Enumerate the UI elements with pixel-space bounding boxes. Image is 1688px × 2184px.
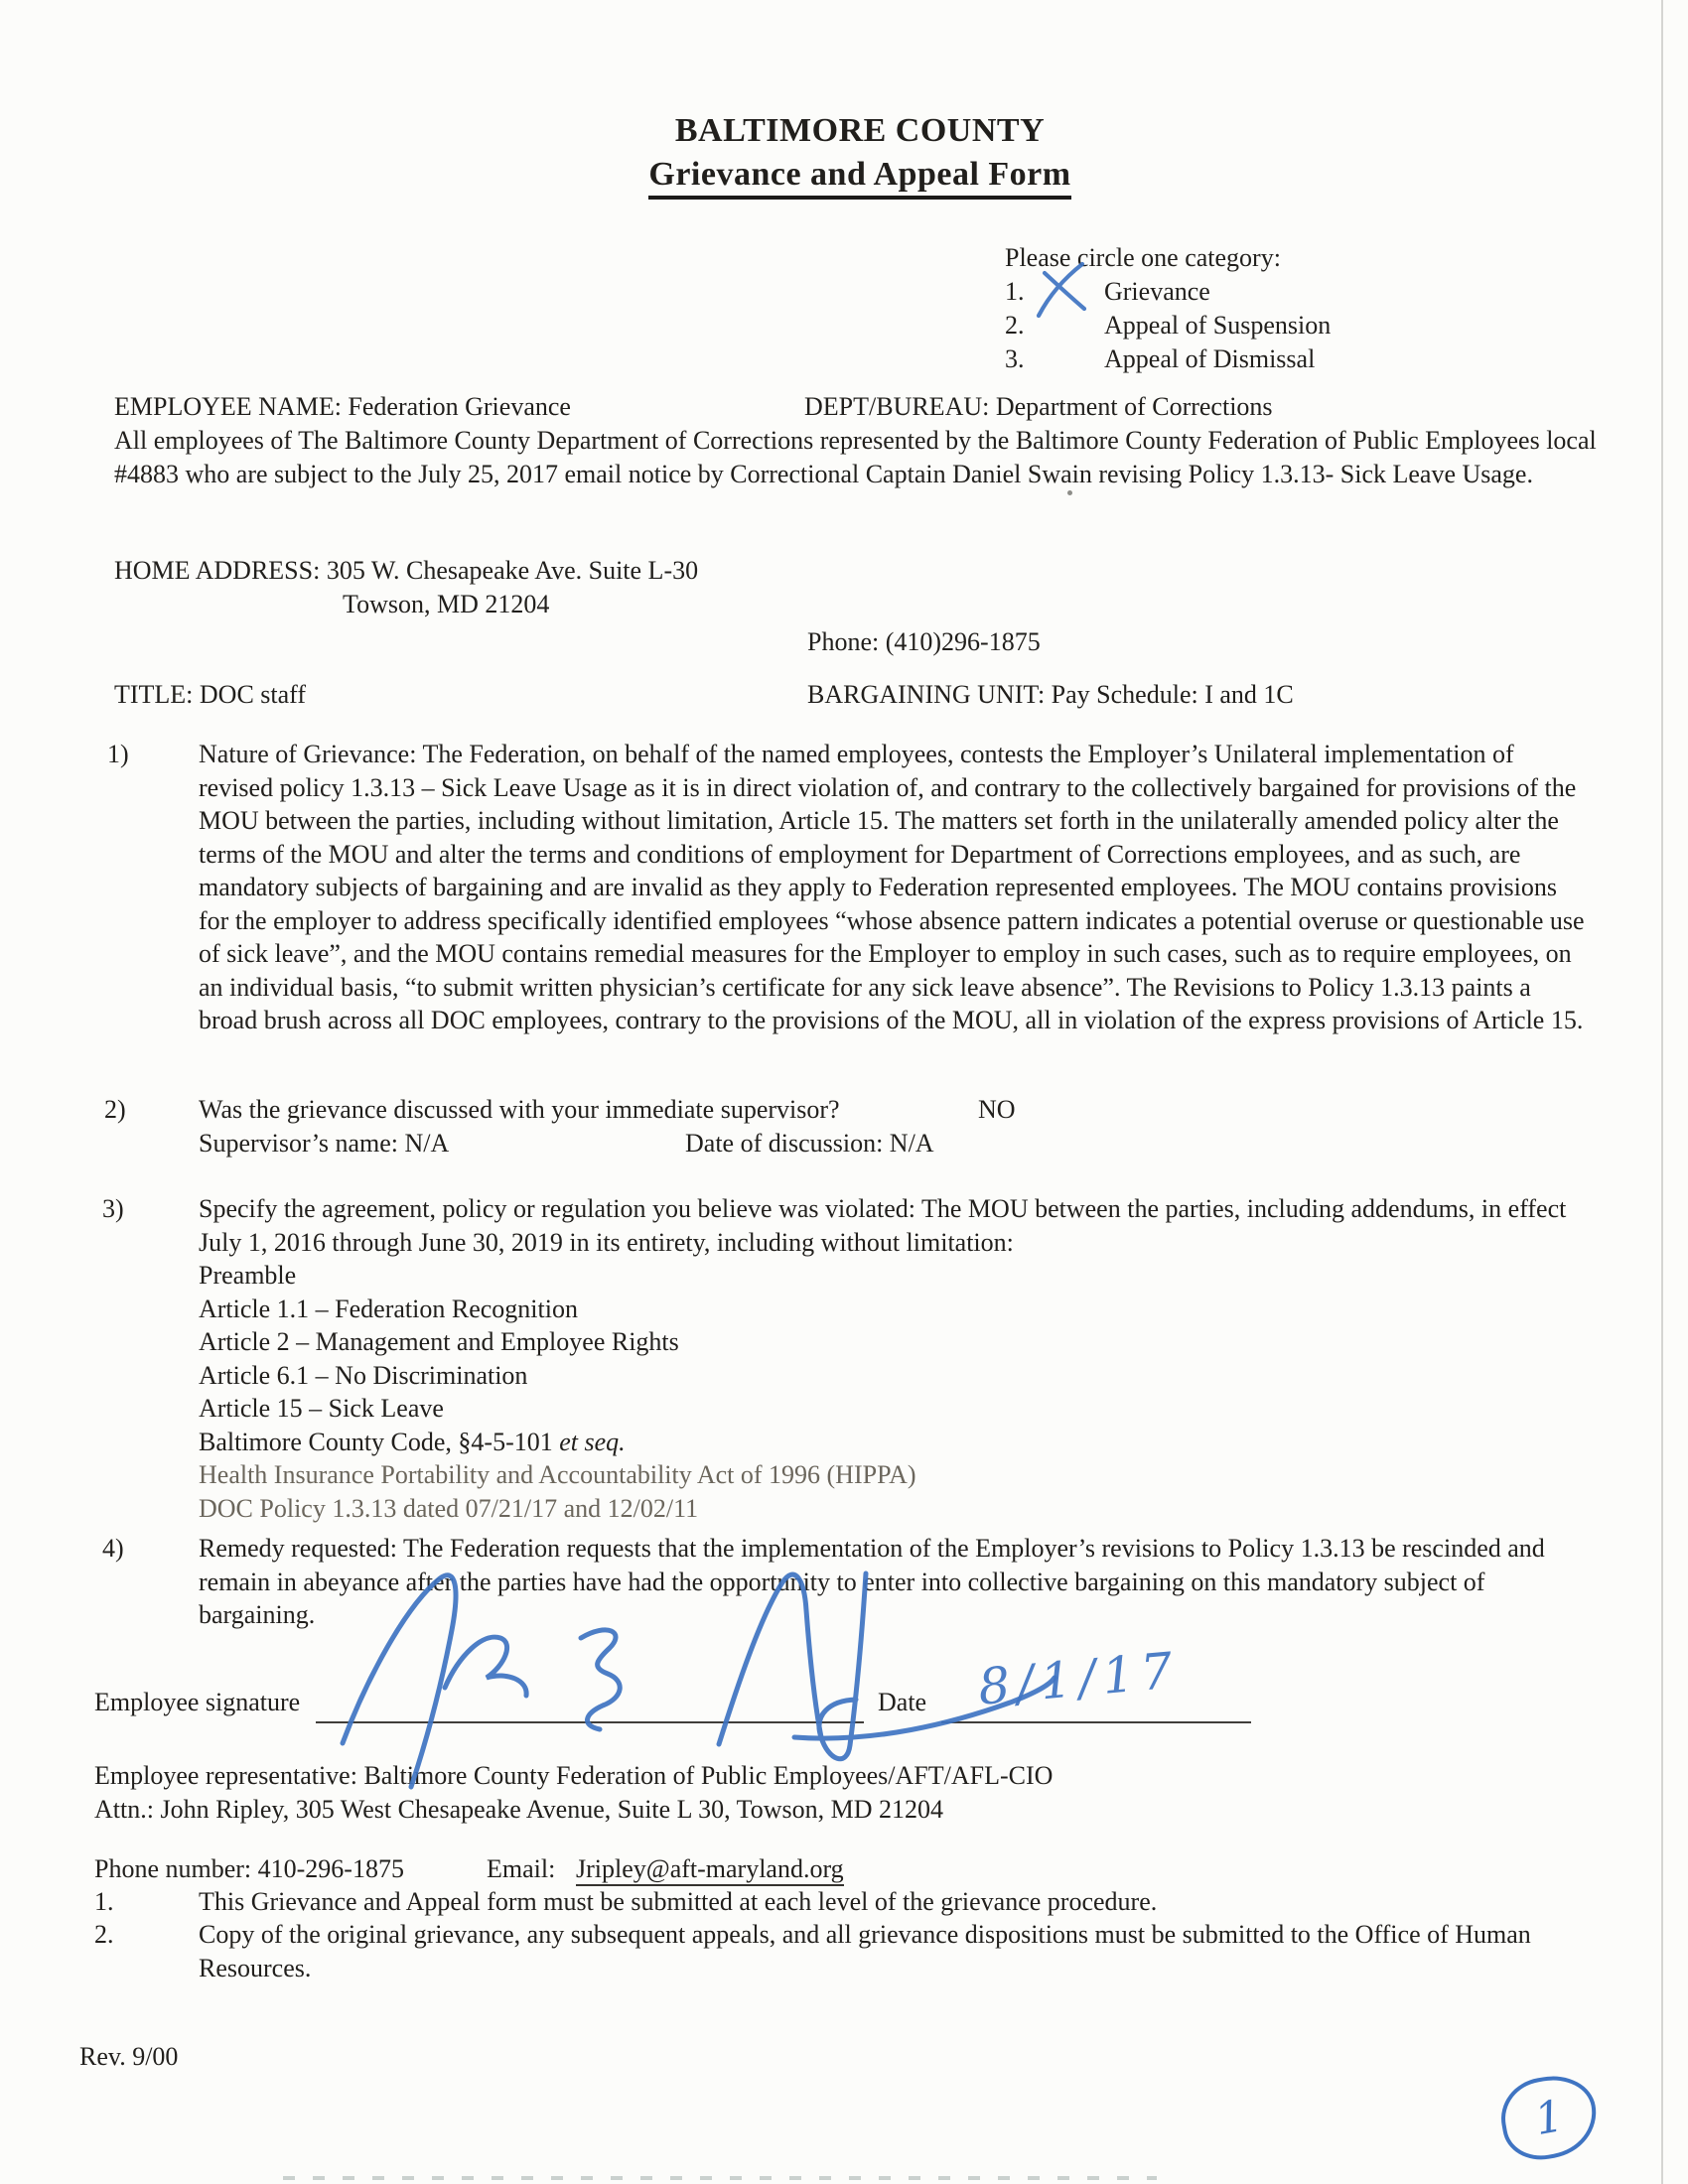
section2-number: 2) bbox=[104, 1095, 126, 1124]
section1-number: 1) bbox=[107, 740, 129, 768]
violated-item: Article 1.1 – Federation Recognition bbox=[199, 1294, 578, 1323]
representative-attn-line: Attn.: John Ripley, 305 West Chesapeake Avenue, Suite L 30, Towson, MD 21204 bbox=[94, 1795, 943, 1824]
revision-label: Rev. 9/00 bbox=[79, 2042, 179, 2071]
footer-note-text: Copy of the original grievance, any subsequent appeals, and all grievance dispositions must be submitted to the Office of Human Resources. bbox=[199, 1920, 1531, 1982]
employee-name-line: EMPLOYEE NAME: Federation Grievance bbox=[114, 392, 571, 421]
footer-note-number: 1. bbox=[94, 1887, 114, 1916]
violated-item: Article 15 – Sick Leave bbox=[199, 1394, 444, 1423]
scan-dot-artifact bbox=[1067, 490, 1072, 495]
date-of-discussion-line: Date of discussion: N/A bbox=[685, 1129, 934, 1158]
circled-page-number: 1 bbox=[1495, 2069, 1604, 2165]
form-title bbox=[0, 155, 1688, 195]
section2-question: Was the grievance discussed with your immediate supervisor? bbox=[199, 1095, 840, 1124]
section4-text: Remedy requested: The Federation requests that the implementation of the Employer’s revisions to Policy 1.3.13 be rescinded and remain in abeyance after the parties have had the opportunity to enter into collective bargaining on this mandatory subject of bargaining. bbox=[199, 1534, 1545, 1629]
form-title-text: Grievance and Appeal Form bbox=[648, 156, 1070, 200]
violated-provisions-list bbox=[199, 1259, 916, 1525]
category-item-appeal-dismissal bbox=[1005, 342, 1315, 376]
home-address-line2: Towson, MD 21204 bbox=[343, 590, 550, 618]
bargaining-unit-line: BARGAINING UNIT: Pay Schedule: I and 1C bbox=[807, 680, 1294, 709]
home-address-line1: HOME ADDRESS: 305 W. Chesapeake Ave. Suite L-30 bbox=[114, 556, 699, 585]
category-item-number: 1. bbox=[1005, 277, 1025, 306]
signature-line bbox=[316, 1721, 864, 1723]
violated-item: Article 2 – Management and Employee Rights bbox=[199, 1327, 679, 1356]
footer-email-value bbox=[576, 1852, 844, 1886]
footer-phone-line: Phone number: 410-296-1875 bbox=[94, 1854, 404, 1883]
category-item-number: 3. bbox=[1005, 344, 1025, 373]
category-item-number: 2. bbox=[1005, 311, 1025, 340]
violated-item-county-code bbox=[199, 1426, 916, 1459]
category-item-appeal-suspension bbox=[1005, 309, 1331, 342]
email-address: Jripley@aft-maryland.org bbox=[576, 1854, 844, 1886]
date-label: Date bbox=[878, 1688, 927, 1716]
county-code-et-seq: et seq. bbox=[559, 1427, 626, 1456]
footer-email-label: Email: bbox=[487, 1854, 556, 1883]
category-item-label: Appeal of Suspension bbox=[1104, 311, 1332, 340]
violated-item: Preamble bbox=[199, 1261, 297, 1290]
employee-description: All employees of The Baltimore County Department of Corrections represented by the Baltimore County Federation of Public Employees local #4883 who are subject to the July 25, 2017 email notice by Correctional Captain Daniel Swain revising Policy 1.3.13- Sick Leave Usage. bbox=[114, 426, 1597, 488]
violated-item: Article 6.1 – No Discrimination bbox=[199, 1360, 528, 1390]
supervisor-name-line: Supervisor’s name: N/A bbox=[199, 1129, 450, 1158]
category-prompt: Please circle one category: bbox=[1005, 243, 1281, 272]
section4-number: 4) bbox=[102, 1534, 124, 1563]
county-code-text: Baltimore County Code, §4-5-101 bbox=[199, 1427, 560, 1456]
phone-line: Phone: (410)296-1875 bbox=[807, 627, 1041, 656]
employee-signature-label: Employee signature bbox=[94, 1688, 301, 1716]
title-line: TITLE: DOC staff bbox=[114, 680, 307, 709]
section1-text: Nature of Grievance: The Federation, on behalf of the named employees, contests the Employer’s Unilateral implementation of revised policy 1.3.13 – Sick Leave Usage as it is in direct violation of, and contrary to the collectively bargained for provisions of the MOU between the parties, including without limitation, Article 15. The matters set forth in the unilaterally amended policy alter the terms of the MOU and alter the terms and conditions of employment for Department of Corrections employees, and as such, are mandatory subjects of bargaining and are invalid as they apply to Federation represented employees. The MOU contains provisions for the employer to address specifically identified employees “whose absence pattern indicates a potential overuse or questionable use of sick leave”, and the MOU contains remedial measures for the Employer to employ in such cases, such as to require employees, on an individual basis, “to submit written physician’s certificate for any sick leave absence”. The Revisions to Policy 1.3.13 paints a broad brush across all DOC employees, contrary to the provisions of the MOU, all in violation of the express provisions of Article 15. bbox=[199, 740, 1585, 1034]
section2-answer: NO bbox=[978, 1095, 1016, 1124]
violated-item-faded: DOC Policy 1.3.13 dated 07/21/17 and 12/02/11 bbox=[199, 1493, 699, 1523]
dept-bureau-line: DEPT/BUREAU: Department of Corrections bbox=[804, 392, 1273, 421]
employee-representative-line: Employee representative: Baltimore County Federation of Public Employees/AFT/AFL-CIO bbox=[94, 1761, 1054, 1790]
category-item-label: Grievance bbox=[1104, 277, 1210, 306]
footer-note-text: This Grievance and Appeal form must be submitted at each level of the grievance procedure. bbox=[199, 1887, 1158, 1916]
category-item-label: Appeal of Dismissal bbox=[1104, 344, 1316, 373]
handwritten-date: 8/1/17 bbox=[975, 1641, 1183, 1716]
date-line bbox=[941, 1721, 1251, 1723]
footer-note-number: 2. bbox=[94, 1920, 114, 1949]
section3-intro: Specify the agreement, policy or regulation you believe was violated: The MOU between the parties, including addendums, in effect July 1, 2016 through June 30, 2019 in its entirety, including without limitation: bbox=[199, 1194, 1567, 1257]
scan-edge-line bbox=[1661, 0, 1663, 2184]
scan-bottom-speckle bbox=[283, 2176, 1157, 2180]
violated-item-faded: Health Insurance Portability and Accountability Act of 1996 (HIPPA) bbox=[199, 1460, 916, 1489]
section3-number: 3) bbox=[102, 1194, 124, 1223]
category-item-grievance bbox=[1005, 275, 1210, 309]
form-county-title: BALTIMORE COUNTY bbox=[674, 112, 1046, 149]
